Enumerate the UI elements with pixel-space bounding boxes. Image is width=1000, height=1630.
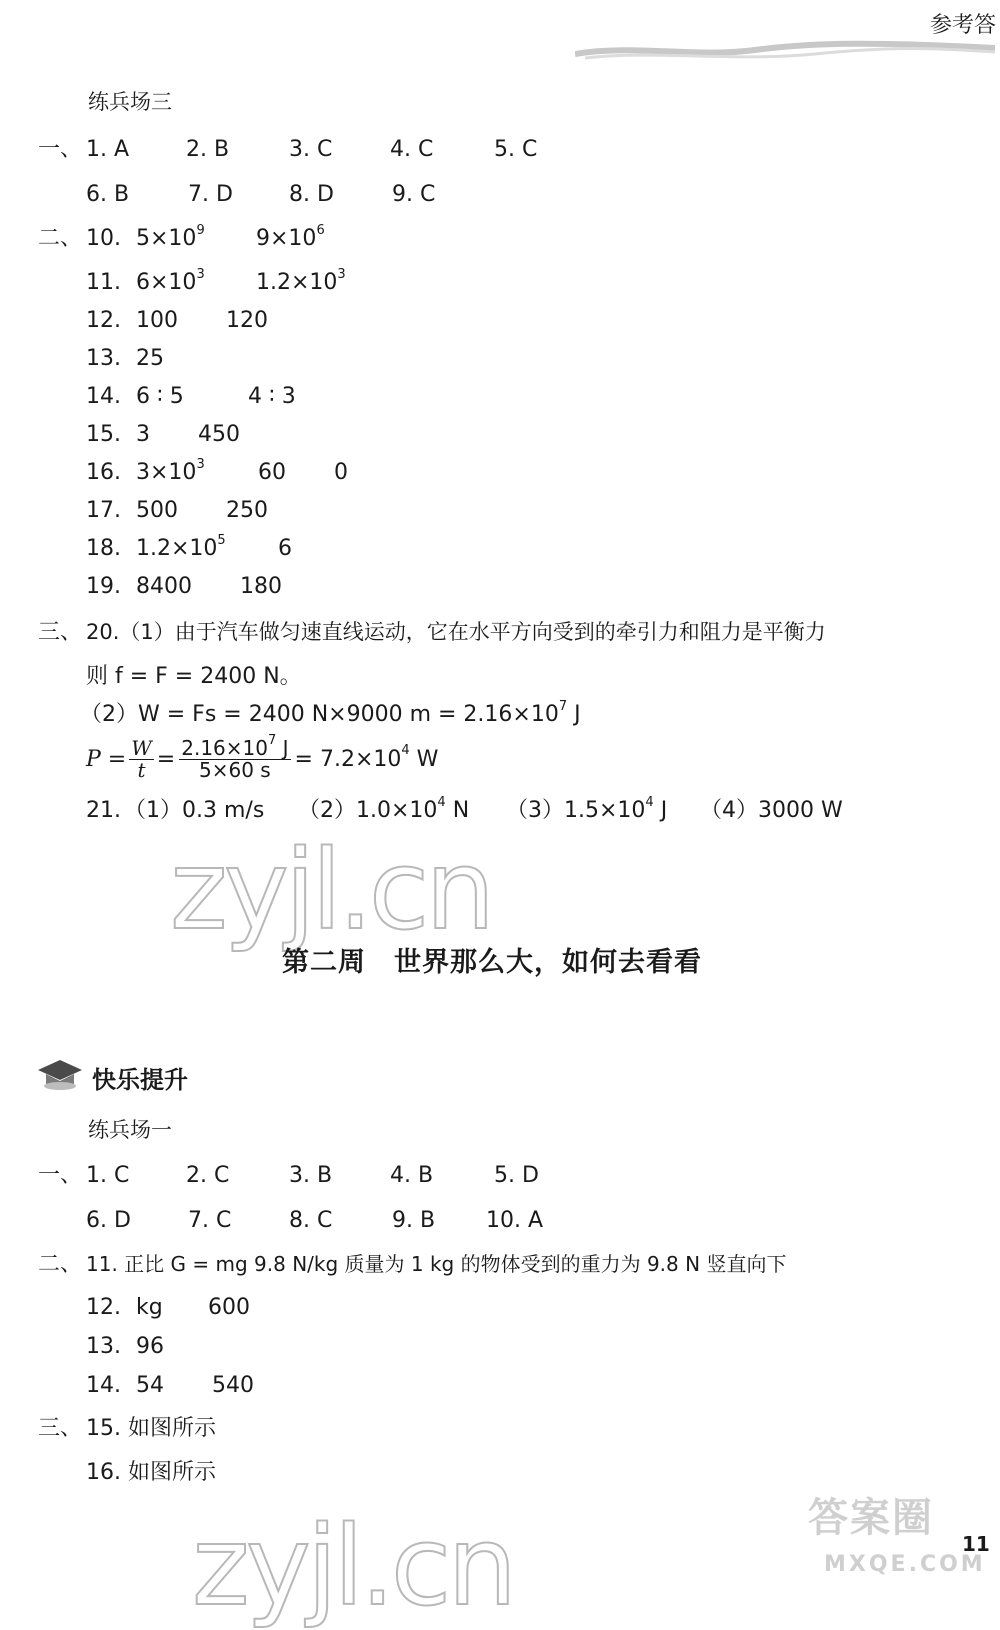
- answer: 4. B: [390, 1163, 434, 1188]
- solution-line: 15. 如图所示: [86, 1416, 216, 1441]
- answer: 9. C: [392, 182, 436, 207]
- answer: 8. C: [289, 1208, 333, 1233]
- answer: 10. A: [486, 1208, 544, 1233]
- answer-value: $3\times 10^3$: [136, 457, 205, 485]
- answer-value: 60: [258, 460, 286, 485]
- answer-part: （4）3000 W: [700, 798, 843, 823]
- fraction-result: = $7.2\times 10^4$ W: [294, 743, 439, 772]
- answer: 6. D: [86, 1208, 131, 1233]
- question-number: 17.: [86, 498, 121, 523]
- page-number: 11: [962, 1532, 990, 1556]
- answer: 3. C: [289, 137, 333, 162]
- question-number: 15.: [86, 422, 121, 447]
- question-group-number: 一、: [38, 137, 83, 162]
- fraction-numeric: $\frac{2.16\times 10^7 J}{5\times 60 s}$: [181, 733, 289, 782]
- answer-value: $1.2\times 10^3$: [256, 267, 346, 295]
- question-number: 12.: [86, 1295, 121, 1320]
- question-number: 18.: [86, 536, 121, 561]
- answer-value: $1.2\times 10^5$: [136, 533, 226, 561]
- section-subtitle: 练兵场三: [88, 90, 172, 114]
- answer: 2. C: [186, 1163, 230, 1188]
- answer: 7. D: [188, 182, 233, 207]
- answer-value: 6 ∶ 5: [136, 384, 184, 409]
- question-number: 13.: [86, 346, 121, 371]
- answer: 3. B: [289, 1163, 333, 1188]
- question-number: 21.: [86, 798, 121, 823]
- answer: 7. C: [188, 1208, 232, 1233]
- answer: 9. B: [392, 1208, 436, 1233]
- answer-value: 4 ∶ 3: [248, 384, 296, 409]
- question-group-number: 二、: [38, 1252, 83, 1277]
- section-subtitle: 练兵场一: [88, 1118, 172, 1142]
- answer-value: $5\times 10^9$: [136, 223, 205, 251]
- power-symbol: P =: [86, 747, 127, 772]
- answer-value: 25: [136, 346, 164, 371]
- answer-value: 54: [136, 1373, 164, 1398]
- answer: 4. C: [390, 137, 434, 162]
- question-number: 16.: [86, 460, 121, 485]
- question-number: 12.: [86, 308, 121, 333]
- answer: 5. D: [494, 1163, 539, 1188]
- site-logo: 答案圈: [808, 1495, 934, 1541]
- answer-part: $(2)1.0\times 10^4$ N: [298, 795, 470, 823]
- answer-value: 180: [240, 574, 282, 599]
- answer: 2. B: [186, 137, 230, 162]
- answer-value: 96: [136, 1334, 164, 1359]
- week-title: 第二周 世界那么大，如何去看看: [282, 947, 702, 978]
- answer-part: （1）0.3 m/s: [124, 798, 265, 823]
- solution-line: （2）W = Fs = 2400 N×9000 $m = 2.16\times 10^7$ J: [80, 699, 581, 727]
- answer: 5. C: [494, 137, 538, 162]
- watermark: zyjl.cn: [170, 826, 492, 954]
- answer-value: 3: [136, 422, 150, 447]
- answer-value: 540: [212, 1373, 254, 1398]
- answer-value: $6\times 10^3$: [136, 267, 205, 295]
- question-group-number: 三、: [38, 620, 83, 645]
- question-group-number: 一、: [38, 1163, 83, 1188]
- question-number: 14.: [86, 1373, 121, 1398]
- answer-value: 250: [226, 498, 268, 523]
- header-title: 参考答: [930, 13, 997, 38]
- answer-value: 6: [278, 536, 292, 561]
- answer-value: 600: [208, 1295, 250, 1320]
- answer: 1. C: [86, 1163, 130, 1188]
- question-group-number: 三、: [38, 1416, 83, 1441]
- answer-part: $(3)1.5\times 10^4$ J: [506, 795, 668, 823]
- site-url: MXQE.COM: [824, 1552, 986, 1577]
- graduation-cap-icon: [36, 1058, 84, 1092]
- answer-value: 8400: [136, 574, 192, 599]
- question-number: 14.: [86, 384, 121, 409]
- solution-line: 则 f = F = 2400 N。: [86, 664, 302, 689]
- answer-value: kg: [136, 1295, 163, 1320]
- answer: 6. B: [86, 182, 130, 207]
- question-number: 13.: [86, 1334, 121, 1359]
- solution-line: 16. 如图所示: [86, 1460, 216, 1485]
- answer-value: 0: [334, 460, 348, 485]
- watermark: zyjl.cn: [192, 1502, 514, 1630]
- question-group-number: 二、: [38, 226, 83, 251]
- answer: 8. D: [289, 182, 334, 207]
- answer-value: $9\times 10^6$: [256, 223, 325, 251]
- answer-value: 450: [198, 422, 240, 447]
- solution-line: 20.（1）由于汽车做匀速直线运动，它在水平方向受到的牵引力和阻力是平衡力: [86, 620, 826, 644]
- header-wave-decoration: [575, 40, 995, 70]
- fraction-w-over-t: $\frac{W}{t}$: [131, 736, 152, 782]
- solution-line: 11. 正比 G = mg 9.8 N/kg 质量为 1 kg 的物体受到的重力为 9.8 N 竖直向下: [86, 1252, 787, 1276]
- question-number: 19.: [86, 574, 121, 599]
- fraction-equation: P = $\frac{W}{t}$ = $\frac{2.16\times 10^7 J}{5\times 60 s}$ = $7.2\times 10^4$ W: [86, 733, 439, 782]
- answer-value: 100: [136, 308, 178, 333]
- answer: 1. A: [86, 137, 130, 162]
- question-number: 11.: [86, 270, 121, 295]
- question-number: 10.: [86, 226, 121, 251]
- answer-value: 500: [136, 498, 178, 523]
- answer-value: 120: [226, 308, 268, 333]
- block-title: 快乐提升: [92, 1066, 188, 1094]
